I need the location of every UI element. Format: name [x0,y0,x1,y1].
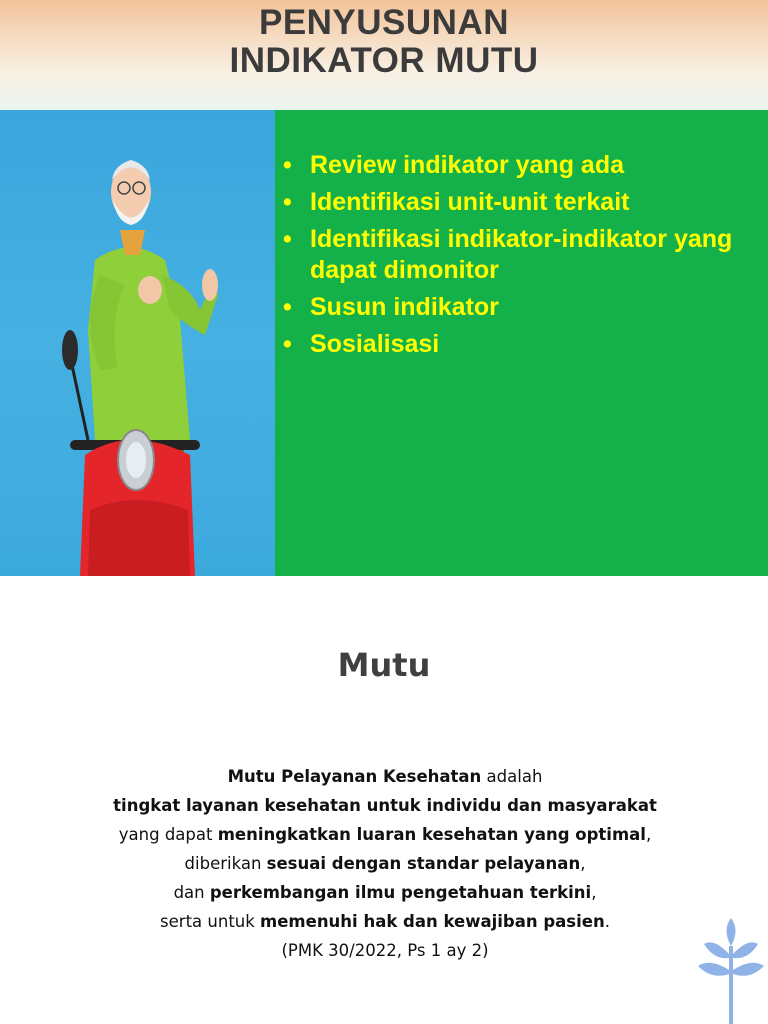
elderly-man-scooter-illustration [0,110,275,576]
list-item [283,224,763,286]
slide2-title: Mutu [337,646,431,684]
bullet-icon: • [283,330,292,358]
text-phrase: serta untuk [160,912,261,931]
bold-phrase: memenuhi hak dan kewajiban pasien [260,912,605,931]
bold-phrase: Mutu Pelayanan Kesehatan [227,767,482,786]
bold-phrase: tingkat layanan kesehatan untuk individu dan masyarakat [113,796,657,815]
definition-line [60,907,710,936]
definition-text [60,762,710,965]
bullet-icon: • [283,293,292,321]
slide1-header [0,0,768,110]
bullet-text: Susun indikator [310,293,499,321]
text-phrase: (PMK 30/2022, Ps 1 ay 2) [281,941,489,960]
definition-line [60,762,710,791]
text-phrase: . [604,912,610,931]
bullet-icon: • [283,225,292,253]
bullet-text: Review indikator yang ada [310,151,624,179]
bullet-text: Identifikasi indikator-indikator yang dapat dimonitor [310,225,733,284]
bullet-text: Identifikasi unit-unit terkait [310,188,630,216]
text-phrase: adalah [481,767,543,786]
slide1-title-line1: PENYUSUNAN [258,3,510,42]
list-item [283,187,763,218]
definition-line [60,936,710,965]
leaf-plant-icon [696,916,766,1024]
definition-line [60,791,710,820]
bullet-text: Sosialisasi [310,330,440,358]
list-item [283,150,763,181]
elderly-man-scooter-photo [0,110,275,576]
bold-phrase: meningkatkan luaran kesehatan yang optimal [217,825,646,844]
definition-line [60,849,710,878]
text-phrase: diberikan [184,854,267,873]
definition-line [60,878,710,907]
bold-phrase: perkembangan ilmu pengetahuan terkini [209,883,592,902]
bullet-panel [275,110,768,576]
step-list [283,150,763,366]
slide1-title-line2: INDIKATOR MUTU [229,41,539,80]
slide1-title [0,4,768,80]
text-phrase: , [580,854,586,873]
bullet-icon: • [283,151,292,179]
text-phrase: , [645,825,652,844]
slide-mutu-definition [0,576,768,1024]
bold-phrase: sesuai dengan standar pelayanan [266,854,581,873]
list-item [283,292,763,323]
text-phrase: yang dapat [118,825,218,844]
definition-line [60,820,710,849]
text-phrase: , [591,883,597,902]
text-phrase: dan [173,883,210,902]
list-item [283,329,763,360]
bullet-icon: • [283,188,292,216]
